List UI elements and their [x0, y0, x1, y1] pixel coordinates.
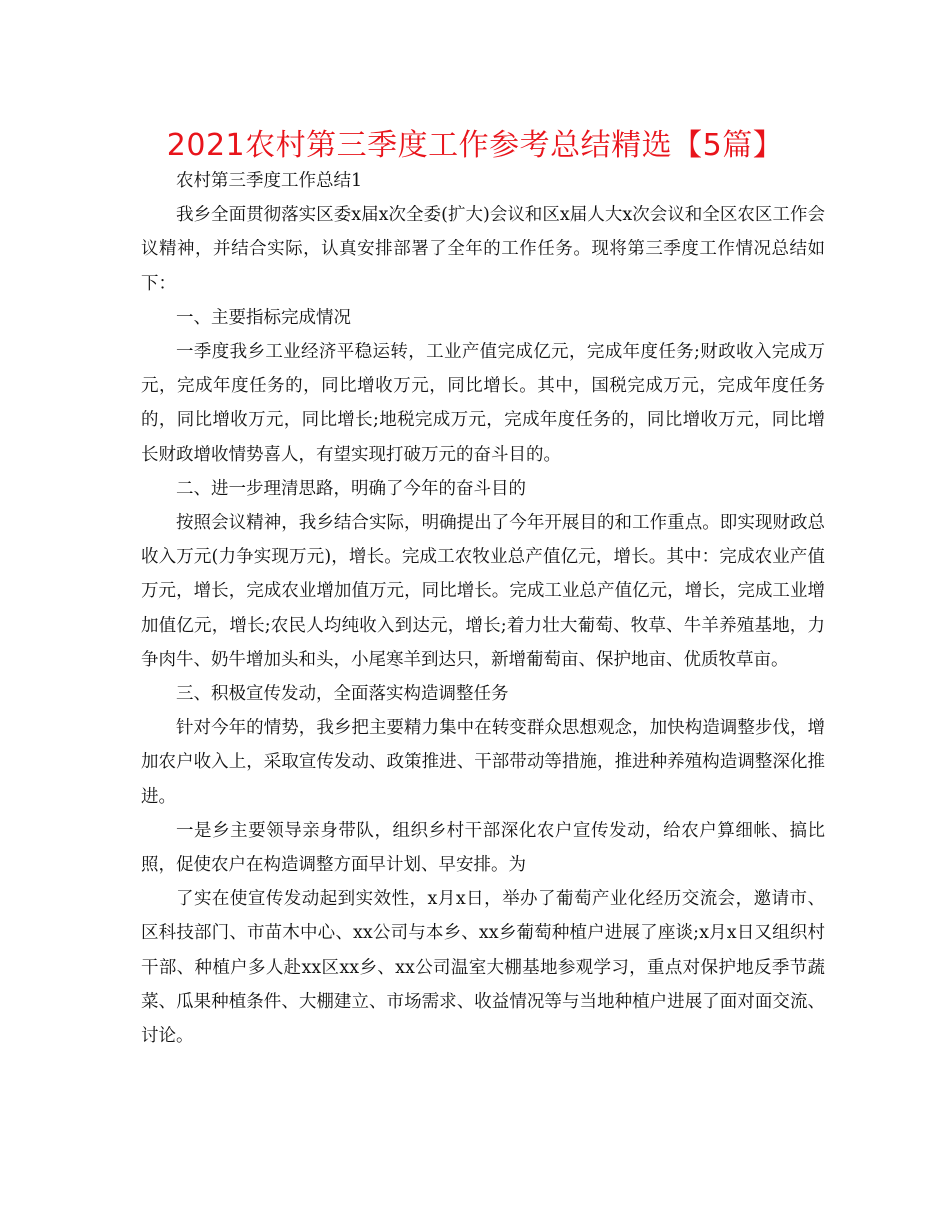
- document-title: 2021农村第三季度工作参考总结精选【5篇】: [166, 128, 784, 163]
- section-heading-1: 一、主要指标完成情况: [176, 307, 351, 328]
- document-body: [141, 164, 825, 1053]
- body-paragraph: 一是乡主要领导亲身带队，组织乡村干部深化农户宣传发动，给农户算细帐、搞比照，促使农户在构造调整方面早计划、早安排。为: [141, 820, 825, 876]
- body-paragraph: 按照会议精神，我乡结合实际，明确提出了今年开展目的和工作重点。即实现财政总收入万元(力争实现万元)，增长。完成工农牧业总产值亿元，增长。其中：完成农业产值万元，增长，完成农业增加值万元，同比增长。完成工业总产值亿元，增长，完成工业增加值亿元，增长;农民人均纯收入到达元，增长;着力壮大葡萄、牧草、牛羊养殖基地，力争肉牛、奶牛增加头和头，小尾寒羊到达只，新增葡萄亩、保护地亩、优质牧草亩。: [141, 513, 825, 670]
- section-subtitle: 农村第三季度工作总结1: [176, 171, 363, 191]
- body-paragraph: 针对今年的情势，我乡把主要精力集中在转变群众思想观念，加快构造调整步伐，增加农户收入上，采取宣传发动、政策推进、干部带动等措施，推进种养殖构造调整深化推进。: [141, 718, 825, 807]
- body-paragraph: 了实在使宣传发动起到实效性，x月x日，举办了葡萄产业化经历交流会，邀请市、区科技部门、市苗木中心、xx公司与本乡、xx乡葡萄种植户进展了座谈;x月x日又组织村干部、种植户多人赴xx区xx乡、xx公司温室大棚基地参观学习，重点对保护地反季节蔬菜、瓜果种植条件、大棚建立、市场需求、收益情况等与当地种植户进展了面对面交流、讨论。: [141, 889, 825, 1047]
- section-heading-2: 二、进一步理清思路，明确了今年的奋斗目的: [176, 478, 526, 499]
- intro-paragraph: 我乡全面贯彻落实区委x届x次全委(扩大)会议和区x届人大x次会议和全区农区工作会议精神，并结合实际，认真安排部署了全年的工作任务。现将第三季度工作情况总结如下：: [141, 205, 825, 294]
- body-paragraph: 一季度我乡工业经济平稳运转，工业产值完成亿元，完成年度任务;财政收入完成万元，完成年度任务的，同比增收万元，同比增长。其中，国税完成万元，完成年度任务的，同比增收万元，同比增长;地税完成万元，完成年度任务的，同比增收万元，同比增长财政增收情势喜人，有望实现打破万元的奋斗目的。: [141, 342, 825, 465]
- section-heading-3: 三、积极宣传发动，全面落实构造调整任务: [176, 684, 509, 705]
